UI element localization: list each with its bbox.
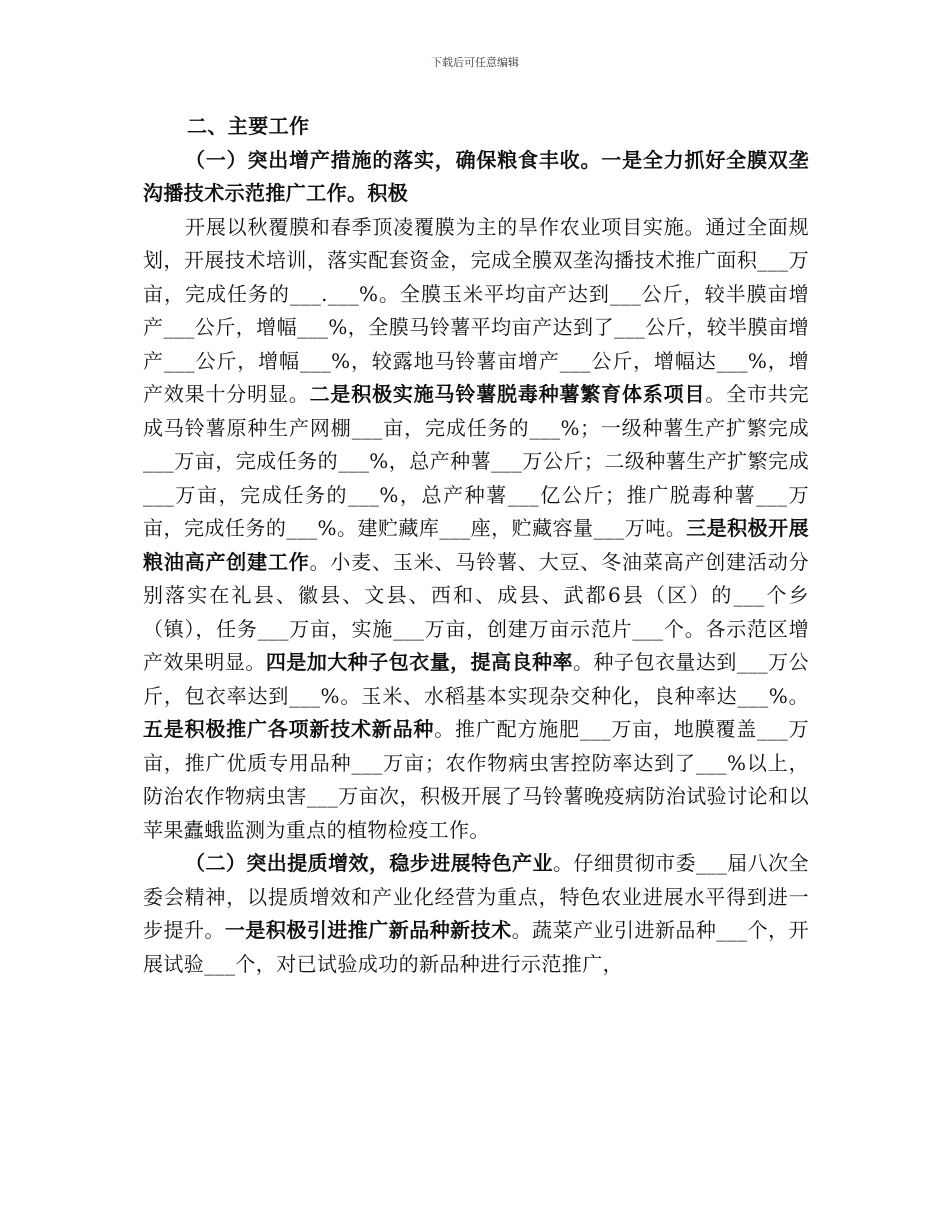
p3-bold-1: （二）突出提质增效，稳步进展特色产业 <box>185 851 553 875</box>
p2-text-1: 开展以秋覆膜和春季顶凌覆膜为主的旱作农业项目实施。通过全面规划，开展技术培训，落实配套资金，完成全膜双垄沟播技术推广面积___万亩，完成任务的___.___%。全膜玉米平均亩产达到___公斤，较半膜亩增产___公斤，增幅___%，全膜马铃薯平均亩产达到了___公斤，较半膜亩增产___公斤，增幅___%，较露地马铃薯亩增产___公斤，增幅达___%，增产效果十分明显。 <box>143 214 809 406</box>
p2-bold-8: 五是积极推广各项新技术新品种 <box>143 717 435 741</box>
p2-text-5: 。小麦、玉米、马铃薯、大豆、冬油菜高产创建活动分别落实在礼县、徽县、文县、西和、成县、武都6县（区）的___个乡（镇），任务___万亩，实施___万亩，创建万亩示范片___个。各示范区增产效果明显。 <box>143 549 809 674</box>
document-body <box>143 110 809 981</box>
p2-text-9: 。推广配方施肥___万亩，地膜覆盖___万亩，推广优质专用品种___万亩；农作物病虫害控防率达到了___%以上，防治农作物病虫害___万亩次，积极开展了马铃薯晚疫病防治试验讨论和以苹果蠹蛾监测为重点的植物检疫工作。 <box>143 717 809 842</box>
page-header: 下载后可任意编辑 <box>431 56 519 69</box>
paragraph-3 <box>143 847 809 981</box>
section-heading: 二、主要工作 <box>187 114 310 138</box>
p3-text-2: 。仔细贯彻市委___届八次全委会精神，以提质增效和产业化经营为重点，特色农业进展水平得到进一步提升。 <box>143 851 809 942</box>
paragraph-1-text: （一）突出增产措施的落实，确保粮食丰收。一是全力抓好全膜双垄沟播技术示范推广工作。积极 <box>143 147 809 205</box>
p2-bold-2: 二是积极实施马铃薯脱毒种薯繁育体系项目 <box>309 382 706 406</box>
p2-bold-6: 四是加大种子包衣量，提高良种率 <box>265 650 574 674</box>
p2-text-7: 。种子包衣量达到___万公斤，包衣率达到___%。玉米、水稻基本实现杂交种化，良种率达___%。 <box>143 650 810 708</box>
paragraph-1 <box>143 144 809 211</box>
p3-text-4: 。蔬菜产业引进新品种___个，开展试验___个，对已试验成功的新品种进行示范推广， <box>143 918 810 976</box>
p2-text-3: 。全市共完成马铃薯原种生产网棚___亩，完成任务的___%；一级种薯生产扩繁完成___万亩，完成任务的___%，总产种薯___万公斤；二级种薯生产扩繁完成___万亩，完成任务的___%，总产种薯___亿公斤；推广脱毒种薯___万亩，完成任务的___%。建贮藏库___座，贮藏容量___万吨。 <box>143 382 809 540</box>
p3-bold-3: 一是积极引进推广新品种新技术 <box>224 918 512 942</box>
p2-bold-4: 三是积极开展粮油高产创建工作 <box>143 516 809 574</box>
paragraph-2 <box>143 211 809 848</box>
